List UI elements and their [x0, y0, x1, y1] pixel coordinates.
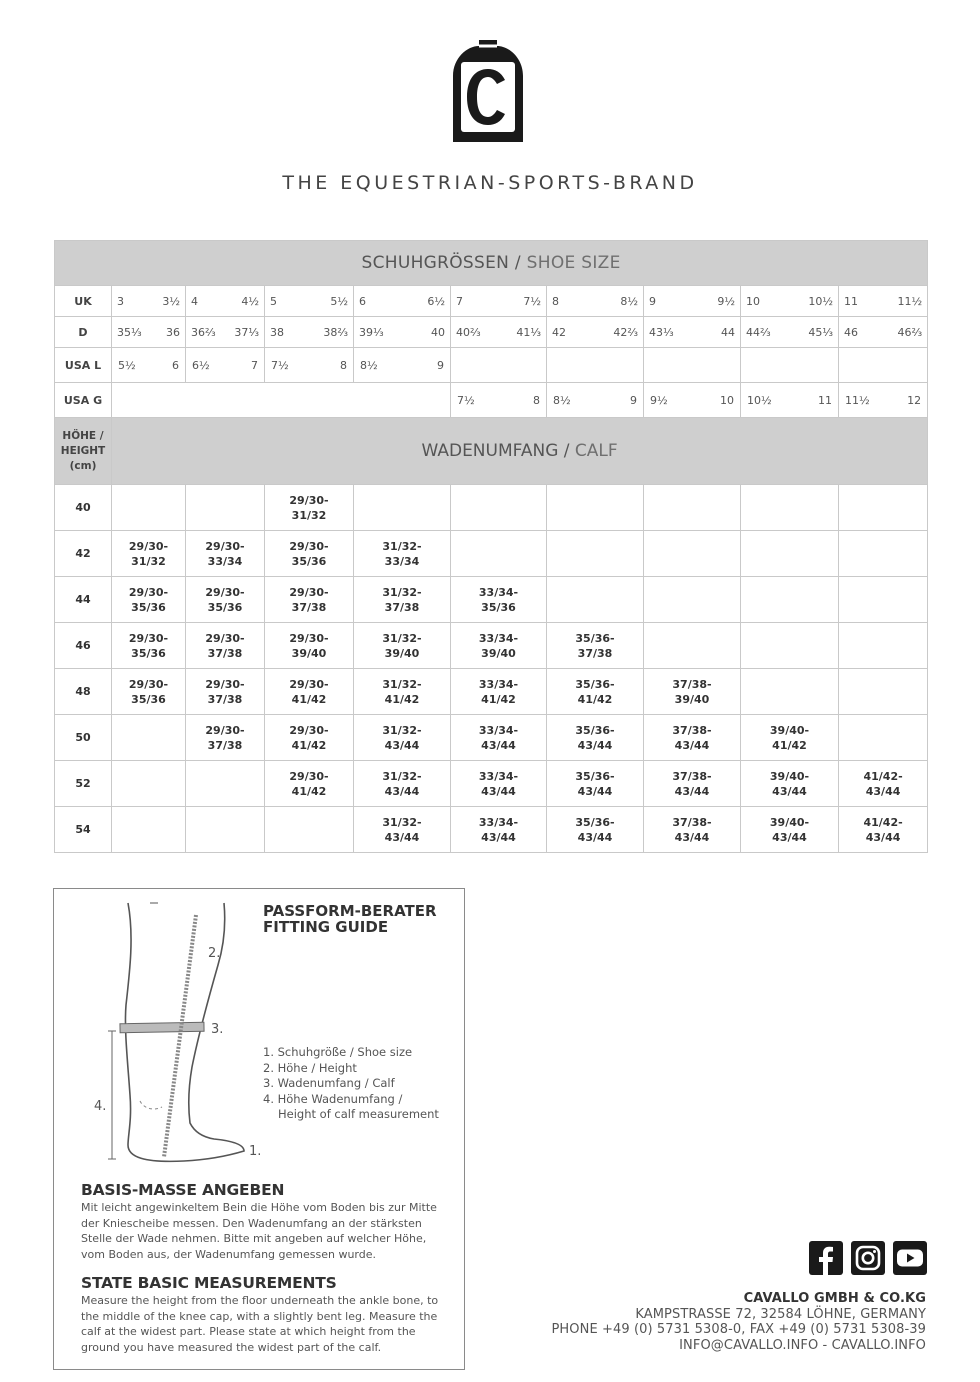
calf-range-line: 33/34- — [478, 769, 519, 783]
calf-range-line: 29/30- — [128, 585, 169, 599]
calf-range-line: 43/44 — [481, 784, 516, 798]
diagram-label-4: 4. — [94, 1099, 107, 1114]
d-cell: 44⅔ 45⅓ — [741, 317, 839, 348]
calf-range-cell — [644, 669, 741, 715]
uk-cell: 9 9½ — [644, 286, 741, 317]
uk-cell: 6 6½ — [354, 286, 451, 317]
calf-range-line: 39/40- — [769, 769, 810, 783]
instagram-icon[interactable] — [851, 1241, 885, 1275]
calf-range-cell — [644, 715, 741, 761]
calf-range-line: 29/30- — [289, 723, 329, 737]
calf-range-cell — [547, 715, 644, 761]
calf-range-cell — [547, 577, 644, 623]
usa-l-row — [55, 348, 928, 383]
empty-cell — [112, 383, 451, 418]
height-value: 54 — [55, 807, 112, 853]
uk-cell: 3 3½ — [112, 286, 186, 317]
calf-range-line: 43/44 — [577, 784, 613, 798]
calf-range-cell — [354, 807, 451, 853]
size-chart-table — [54, 240, 928, 853]
calf-range-cell — [839, 531, 928, 577]
basic-measurements-text: Measure the height from the floor underneath the ankle bone, to the middle of the knee cap, with a slightly bent leg. Measure the calf at the widest part. Please state at which height from the ground you have measured the widest part of the calf. — [81, 1294, 439, 1354]
calf-range-line: 37/38 — [207, 646, 243, 660]
calf-range-line: 29/30- — [128, 539, 169, 553]
usa-g-label: USA G — [55, 383, 112, 418]
calf-range-line: 37/38 — [384, 600, 420, 614]
calf-range-line: 29/30- — [289, 769, 329, 783]
empty-cell — [451, 348, 547, 383]
diagram-label-1: 1. — [249, 1144, 262, 1159]
calf-range-cell — [741, 623, 839, 669]
calf-range-line: 29/30- — [205, 539, 245, 553]
calf-range-cell — [354, 715, 451, 761]
calf-range-cell — [741, 485, 839, 531]
calf-range-line: 43/44 — [384, 738, 420, 752]
calf-range-cell — [186, 531, 265, 577]
calf-range-line: 35/36 — [131, 692, 166, 706]
calf-range-line: 43/44 — [577, 738, 613, 752]
calf-range-line: 33/34 — [207, 554, 243, 568]
calf-row — [55, 577, 928, 623]
calf-range-line: 43/44 — [674, 738, 710, 752]
calf-range-cell — [112, 623, 186, 669]
calf-range-cell — [451, 807, 547, 853]
calf-range-cell — [265, 807, 354, 853]
height-value: 44 — [55, 577, 112, 623]
calf-range-line: 29/30- — [205, 631, 245, 645]
height-header: HÖHE / HEIGHT (cm) — [55, 418, 112, 485]
usa-l-cell: 8½ 9 — [354, 348, 451, 383]
d-label: D — [55, 317, 112, 348]
calf-range-line: 31/32- — [382, 585, 422, 599]
calf-range-line: 29/30- — [205, 585, 245, 599]
calf-row — [55, 669, 928, 715]
calf-range-line: 43/44 — [481, 830, 516, 844]
calf-range-cell — [186, 715, 265, 761]
uk-row — [55, 286, 928, 317]
calf-header — [112, 418, 928, 485]
calf-range-line: 33/34- — [478, 585, 519, 599]
calf-range-line: 39/40- — [769, 723, 810, 737]
calf-range-cell — [644, 577, 741, 623]
calf-title-en: CALF — [574, 441, 618, 461]
calf-range-line: 31/32- — [382, 631, 422, 645]
calf-range-cell — [547, 669, 644, 715]
calf-range-line: 29/30- — [128, 631, 169, 645]
calf-range-cell — [839, 669, 928, 715]
usa-l-cell: 7½ 8 — [265, 348, 354, 383]
calf-range-line: 35/36- — [575, 723, 615, 737]
uk-cell: 11 11½ — [839, 286, 928, 317]
usa-l-cell: 5½ 6 — [112, 348, 186, 383]
calf-range-cell — [186, 485, 265, 531]
calf-row — [55, 761, 928, 807]
height-value: 50 — [55, 715, 112, 761]
d-cell: 46 46⅔ — [839, 317, 928, 348]
shoe-size-header — [55, 241, 928, 286]
calf-range-line: 29/30- — [289, 539, 329, 553]
calf-range-cell — [839, 623, 928, 669]
calf-range-cell — [186, 807, 265, 853]
calf-range-cell — [741, 807, 839, 853]
calf-range-cell — [265, 669, 354, 715]
calf-range-cell — [839, 715, 928, 761]
calf-range-line: 43/44 — [772, 830, 807, 844]
calf-range-cell — [354, 669, 451, 715]
shoe-size-title-en: SHOE SIZE — [526, 253, 621, 273]
calf-range-line: 33/34- — [478, 723, 519, 737]
calf-range-cell — [354, 531, 451, 577]
calf-range-cell — [451, 623, 547, 669]
calf-range-cell — [112, 485, 186, 531]
d-cell: 35⅓ 36 — [112, 317, 186, 348]
calf-range-cell — [451, 669, 547, 715]
calf-range-line: 43/44 — [481, 738, 516, 752]
calf-rows — [55, 485, 928, 853]
calf-range-cell — [547, 623, 644, 669]
basis-masse-text: Mit leicht angewinkeltem Bein die Höhe vom Boden bis zur Mitte der Kniescheibe messen. Den Wadenumfang an der stärksten Stelle der Wade nehmen. Bitte mit angeben auf welcher Höhe, vom Boden aus, der Wadenumfang gemessen wurde. — [81, 1201, 437, 1261]
usa-g-row — [55, 383, 928, 418]
calf-range-cell — [839, 577, 928, 623]
calf-range-line: 41/42 — [481, 692, 516, 706]
calf-range-cell — [265, 577, 354, 623]
calf-range-cell — [451, 715, 547, 761]
basic-measurements-title: STATE BASIC MEASUREMENTS — [81, 1274, 337, 1292]
calf-row — [55, 807, 928, 853]
legend-item: 1. Schuhgröße / Shoe size — [263, 1045, 413, 1059]
empty-cell — [644, 348, 741, 383]
calf-range-line: 39/40 — [291, 646, 327, 660]
company-contact — [551, 1291, 926, 1353]
uk-cell: 7 7½ — [451, 286, 547, 317]
calf-range-cell — [186, 761, 265, 807]
d-cell: 38 38⅔ — [265, 317, 354, 348]
calf-range-line: 35/36 — [207, 600, 243, 614]
legend-item: 2. Höhe / Height — [263, 1060, 357, 1075]
calf-range-line: 35/36- — [575, 815, 615, 829]
calf-range-line: 29/30- — [289, 585, 329, 599]
diagram-label-2: 2. — [208, 946, 221, 961]
height-value: 48 — [55, 669, 112, 715]
usa-g-cell: 8½ 9 — [547, 383, 644, 418]
calf-range-line: 37/38- — [672, 677, 712, 691]
calf-range-cell — [186, 669, 265, 715]
calf-row — [55, 531, 928, 577]
calf-range-line: 33/34- — [478, 631, 519, 645]
calf-range-line: 39/40 — [384, 646, 420, 660]
calf-row — [55, 623, 928, 669]
calf-range-line: 41/42 — [577, 692, 613, 706]
calf-range-cell — [644, 761, 741, 807]
calf-range-line: 35/36 — [131, 646, 166, 660]
calf-range-cell — [354, 623, 451, 669]
calf-range-line: 31/32 — [291, 508, 327, 522]
guide-title: PASSFORM-BERATER FITTING GUIDE — [263, 902, 437, 936]
d-cell: 40⅔ 41⅓ — [451, 317, 547, 348]
height-value: 46 — [55, 623, 112, 669]
calf-range-line: 43/44 — [384, 830, 420, 844]
calf-range-cell — [265, 485, 354, 531]
calf-range-cell — [112, 577, 186, 623]
calf-range-cell — [741, 761, 839, 807]
calf-range-line: 41/42 — [772, 738, 807, 752]
youtube-icon[interactable] — [893, 1241, 927, 1275]
empty-cell — [839, 348, 928, 383]
shoe-size-title-de: SCHUHGRÖSSEN / — [361, 253, 521, 273]
calf-range-cell — [265, 761, 354, 807]
calf-range-line: 39/40 — [481, 646, 516, 660]
usa-g-cell: 10½ 11 — [741, 383, 839, 418]
calf-range-cell — [112, 761, 186, 807]
calf-range-cell — [451, 761, 547, 807]
calf-range-line: 37/38 — [207, 738, 243, 752]
calf-range-cell — [451, 577, 547, 623]
calf-range-line: 37/38 — [577, 646, 613, 660]
legend-item: Height of calf measurement — [278, 1107, 439, 1121]
height-value: 40 — [55, 485, 112, 531]
uk-cell: 10 10½ — [741, 286, 839, 317]
calf-range-cell — [112, 715, 186, 761]
calf-range-cell — [186, 623, 265, 669]
height-value: 42 — [55, 531, 112, 577]
calf-range-cell — [112, 531, 186, 577]
calf-range-line: 31/32 — [131, 554, 166, 568]
calf-range-cell — [451, 531, 547, 577]
calf-range-cell — [644, 531, 741, 577]
calf-range-line: 31/32- — [382, 769, 422, 783]
calf-row — [55, 715, 928, 761]
company-phone: PHONE +49 (0) 5731 5308-0, FAX +49 (0) 5731 5308-39 — [551, 1322, 926, 1338]
calf-row — [55, 485, 928, 531]
calf-range-line: 35/36 — [131, 600, 166, 614]
facebook-icon[interactable] — [809, 1241, 843, 1275]
d-cell: 43⅓ 44 — [644, 317, 741, 348]
calf-range-line: 41/42- — [863, 769, 903, 783]
fitting-guide-box — [53, 888, 465, 1370]
calf-range-line: 43/44 — [384, 784, 420, 798]
diagram-label-3: 3. — [211, 1022, 224, 1037]
calf-range-line: 35/36 — [291, 554, 327, 568]
calf-range-cell — [547, 807, 644, 853]
uk-cell: 8 8½ — [547, 286, 644, 317]
calf-range-cell — [354, 577, 451, 623]
legend-item: 4. Höhe Wadenumfang / — [263, 1091, 403, 1106]
calf-range-line: 37/38- — [672, 815, 712, 829]
usa-g-cell: 11½ 12 — [839, 383, 928, 418]
legend-item: 3. Wadenumfang / Calf — [263, 1076, 395, 1090]
calf-range-line: 37/38- — [672, 723, 712, 737]
calf-range-line: 29/30- — [289, 677, 329, 691]
basis-masse-title: BASIS-MASSE ANGEBEN — [81, 1181, 285, 1199]
calf-range-line: 29/30- — [128, 677, 169, 691]
company-web[interactable]: INFO@CAVALLO.INFO - CAVALLO.INFO — [679, 1337, 926, 1353]
calf-range-line: 37/38 — [291, 600, 327, 614]
leg-measurement-illustration — [84, 895, 284, 1167]
calf-range-cell — [186, 577, 265, 623]
calf-range-line: 41/42- — [863, 815, 903, 829]
calf-range-line: 33/34 — [384, 554, 420, 568]
calf-range-line: 31/32- — [382, 723, 422, 737]
usa-l-cell: 6½ 7 — [186, 348, 265, 383]
calf-range-line: 43/44 — [865, 784, 901, 798]
calf-range-cell — [644, 807, 741, 853]
usa-l-label: USA L — [55, 348, 112, 383]
calf-range-line: 43/44 — [674, 784, 710, 798]
calf-range-cell — [112, 669, 186, 715]
calf-range-cell — [839, 807, 928, 853]
calf-range-cell — [644, 485, 741, 531]
d-cell: 36⅔ 37⅓ — [186, 317, 265, 348]
calf-title-de: WADENUMFANG / — [421, 441, 570, 461]
usa-g-cell: 9½ 10 — [644, 383, 741, 418]
calf-range-cell — [547, 761, 644, 807]
calf-range-cell — [354, 761, 451, 807]
calf-range-line: 37/38 — [207, 692, 243, 706]
empty-cell — [741, 348, 839, 383]
company-name: CAVALLO GMBH & CO.KG — [743, 1291, 926, 1306]
calf-range-cell — [451, 485, 547, 531]
calf-range-cell — [265, 531, 354, 577]
calf-range-line: 41/42 — [291, 738, 327, 752]
calf-range-cell — [644, 623, 741, 669]
calf-range-line: 39/40 — [674, 692, 710, 706]
calf-range-line: 33/34- — [478, 677, 519, 691]
brand-tagline: THE EQUESTRIAN-SPORTS-BRAND — [282, 172, 698, 194]
calf-range-cell — [839, 485, 928, 531]
usa-g-cell: 7½ 8 — [451, 383, 547, 418]
uk-label: UK — [55, 286, 112, 317]
calf-range-cell — [112, 807, 186, 853]
calf-range-line: 31/32- — [382, 815, 422, 829]
calf-range-line: 35/36- — [575, 631, 615, 645]
calf-range-cell — [741, 531, 839, 577]
d-cell: 39⅓ 40 — [354, 317, 451, 348]
calf-range-line: 41/42 — [384, 692, 420, 706]
calf-range-line: 33/34- — [478, 815, 519, 829]
cavallo-logo — [449, 40, 527, 142]
calf-range-cell — [741, 669, 839, 715]
calf-range-line: 43/44 — [577, 830, 613, 844]
calf-range-line: 39/40- — [769, 815, 810, 829]
uk-cell: 5 5½ — [265, 286, 354, 317]
calf-range-line: 41/42 — [291, 692, 327, 706]
calf-range-line: 35/36 — [481, 600, 516, 614]
height-value: 52 — [55, 761, 112, 807]
calf-range-line: 35/36- — [575, 677, 615, 691]
calf-range-cell — [354, 485, 451, 531]
empty-cell — [547, 348, 644, 383]
uk-cell: 4 4½ — [186, 286, 265, 317]
calf-range-line: 31/32- — [382, 539, 422, 553]
calf-range-line: 29/30- — [289, 631, 329, 645]
calf-range-line: 35/36- — [575, 769, 615, 783]
calf-range-line: 29/30- — [289, 493, 329, 507]
calf-range-line: 41/42 — [291, 784, 327, 798]
calf-range-line: 31/32- — [382, 677, 422, 691]
calf-range-cell — [741, 577, 839, 623]
calf-range-cell — [839, 761, 928, 807]
d-row — [55, 317, 928, 348]
calf-range-line: 43/44 — [865, 830, 901, 844]
calf-range-line: 43/44 — [772, 784, 807, 798]
calf-range-cell — [265, 623, 354, 669]
calf-range-line: 29/30- — [205, 677, 245, 691]
measurement-legend — [263, 1045, 439, 1123]
company-address: KAMPSTRASSE 72, 32584 LÖHNE, GERMANY — [635, 1306, 926, 1322]
calf-range-cell — [741, 715, 839, 761]
calf-range-line: 43/44 — [674, 830, 710, 844]
d-cell: 42 42⅔ — [547, 317, 644, 348]
calf-range-cell — [265, 715, 354, 761]
calf-range-cell — [547, 485, 644, 531]
calf-range-line: 29/30- — [205, 723, 245, 737]
calf-range-line: 37/38- — [672, 769, 712, 783]
calf-range-cell — [547, 531, 644, 577]
